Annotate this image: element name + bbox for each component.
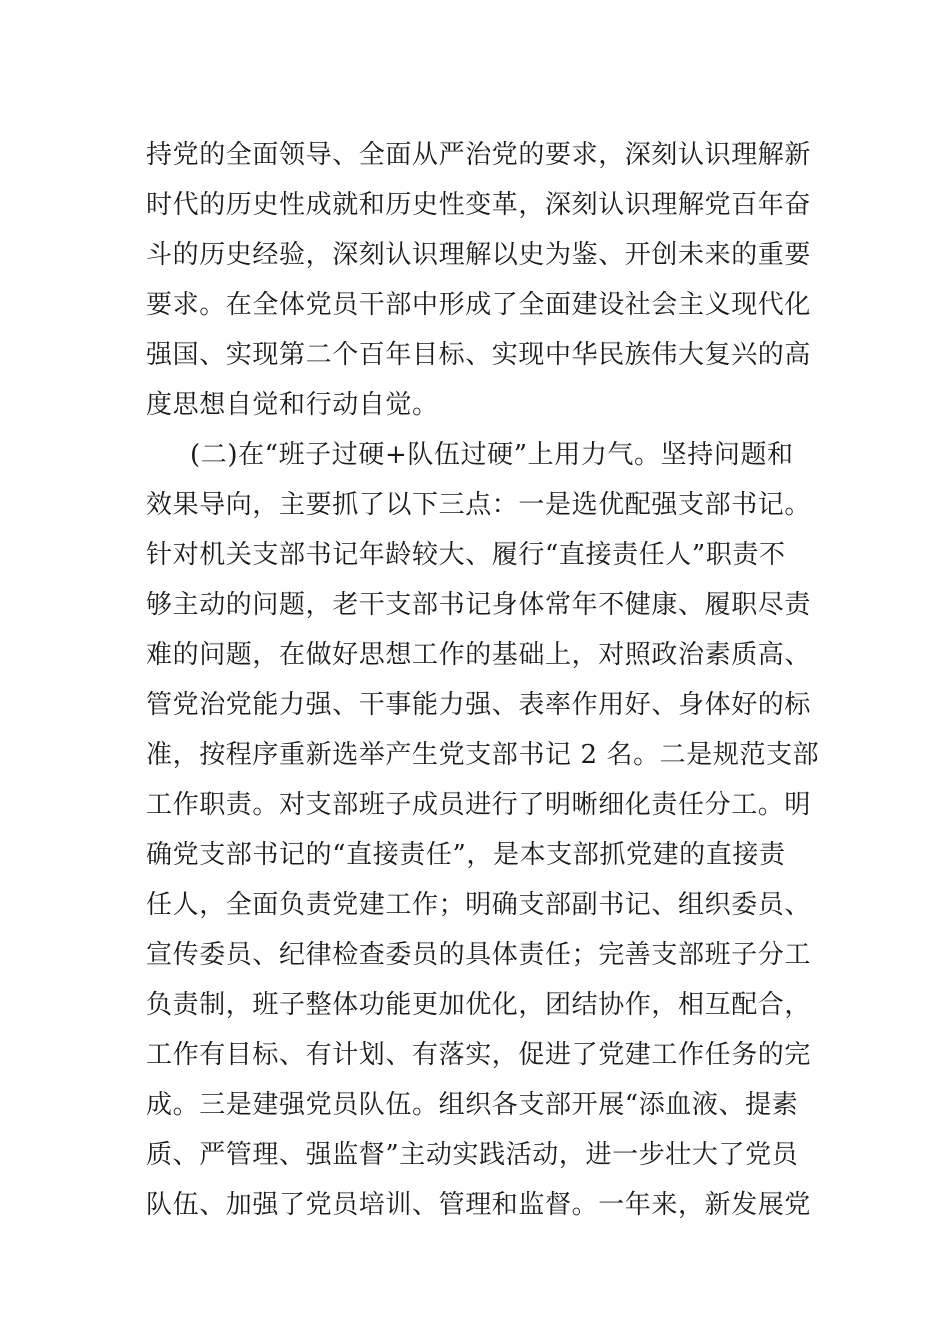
text-line: 难的问题，在做好思想工作的基础上，对照政治素质高、 <box>146 640 812 670</box>
text-line: 准，按程序重新选举产生党支部书记 2 名。二是规范支部 <box>146 740 820 770</box>
text-line: 管党治党能力强、干事能力强、表率作用好、身体好的标 <box>146 690 812 720</box>
text-line: 持党的全面领导、全面从严治党的要求，深刻认识理解新 <box>146 140 812 170</box>
text-line: 强国、实现第二个百年目标、实现中华民族伟大复兴的高 <box>146 340 812 370</box>
text-line: 质、严管理、强监督”主动实践活动，进一步壮大了党员 <box>146 1140 799 1170</box>
text-line: 针对机关支部书记年龄较大、履行“直接责任人”职责不 <box>146 540 786 570</box>
text-line: 负责制，班子整体功能更加优化，团结协作，相互配合， <box>146 990 812 1020</box>
text-line: 宣传委员、纪律检查委员的具体责任；完善支部班子分工 <box>146 940 812 970</box>
text-line: 斗的历史经验，深刻认识理解以史为鉴、开创未来的重要 <box>146 240 812 270</box>
text-line: 成。三是建强党员队伍。组织各支部开展“添血液、提素 <box>146 1090 799 1120</box>
text-line: 时代的历史性成就和历史性变革，深刻认识理解党百年奋 <box>146 190 812 220</box>
text-line: 效果导向，主要抓了以下三点：一是选优配强支部书记。 <box>146 490 812 520</box>
body-text <box>146 130 820 1230</box>
text-line: 度思想自觉和行动自觉。 <box>146 390 439 420</box>
text-line: 工作有目标、有计划、有落实，促进了党建工作任务的完 <box>146 1040 812 1070</box>
text-line: 队伍、加强了党员培训、管理和监督。一年来，新发展党 <box>146 1190 812 1220</box>
text-line: 任人，全面负责党建工作；明确支部副书记、组织委员、 <box>146 890 812 920</box>
text-line: 工作职责。对支部班子成员进行了明晰细化责任分工。明 <box>146 790 812 820</box>
text-line: 确党支部书记的“直接责任”，是本支部抓党建的直接责 <box>146 840 786 870</box>
text-line: 要求。在全体党员干部中形成了全面建设社会主义现代化 <box>146 290 812 320</box>
text-line: 够主动的问题，老干支部书记身体常年不健康、履职尽责 <box>146 590 812 620</box>
section-heading-line: (二)在“班子过硬+队伍过硬”上用力气。坚持问题和 <box>190 440 794 470</box>
